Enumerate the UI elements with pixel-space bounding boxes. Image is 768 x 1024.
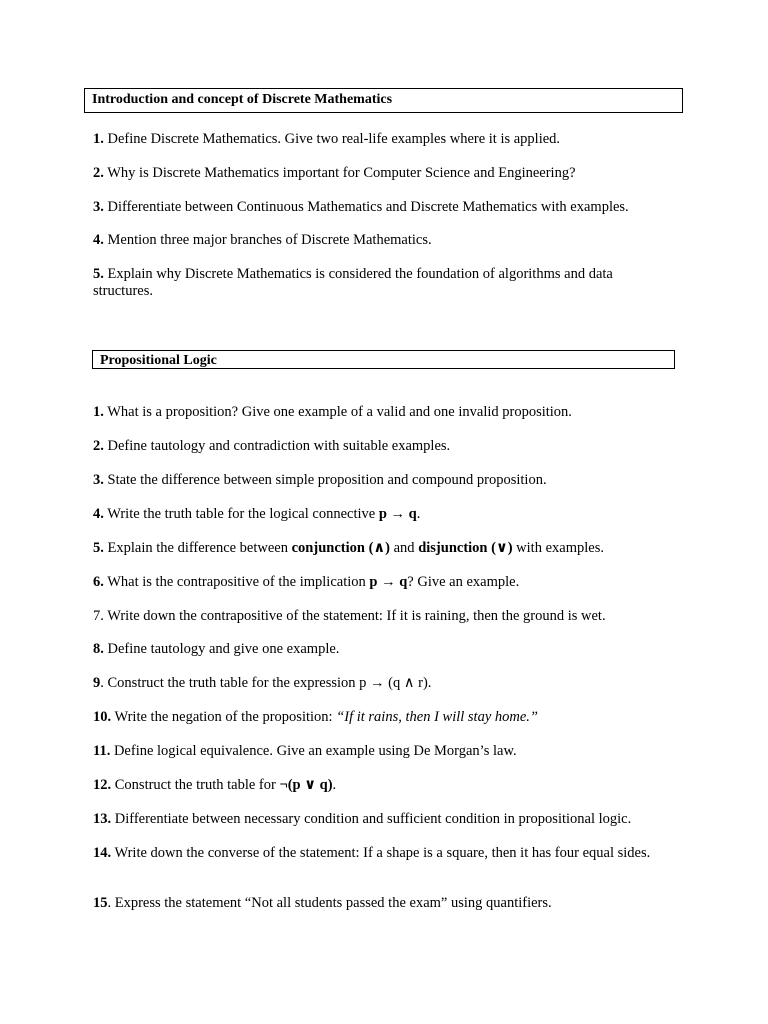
question-text: What is a proposition? Give one example of a valid and one invalid proposition. xyxy=(103,404,572,420)
question-item xyxy=(93,641,683,658)
term-disjunction: disjunction (∨) xyxy=(418,540,513,556)
quoted-proposition: “If it rains, then I will stay home.” xyxy=(336,709,538,725)
question-number: 2. xyxy=(93,165,104,181)
question-number: 7 xyxy=(93,608,101,624)
formula: p → q xyxy=(369,574,408,590)
question-number: 1. xyxy=(93,404,104,420)
question-item xyxy=(93,743,683,760)
section-heading-propositional-logic xyxy=(92,350,675,369)
question-item xyxy=(93,199,683,216)
question-text: Why is Discrete Mathematics important for Computer Science and Engineering? xyxy=(103,165,576,181)
section-heading-intro xyxy=(84,88,683,113)
question-number: 6. xyxy=(93,574,104,590)
question-item xyxy=(93,845,663,862)
term-conjunction: conjunction (∧) xyxy=(291,540,390,556)
question-number: 3. xyxy=(93,472,104,488)
question-item xyxy=(93,895,683,912)
question-number: 15 xyxy=(93,895,108,911)
question-item xyxy=(93,777,683,794)
question-number: 4. xyxy=(93,506,104,522)
question-item xyxy=(93,675,683,692)
question-number: 4. xyxy=(93,232,104,248)
question-item xyxy=(93,131,683,148)
question-number: 11. xyxy=(93,743,111,759)
question-text: Explain the difference between xyxy=(103,540,292,556)
question-text: Construct the truth table for xyxy=(111,777,280,793)
question-text: Write the negation of the proposition: xyxy=(111,709,337,725)
question-text: Define Discrete Mathematics. Give two real-life examples where it is applied. xyxy=(103,131,561,147)
question-item xyxy=(93,608,683,625)
question-number: 8. xyxy=(93,641,104,657)
formula: ¬(p ∨ q) xyxy=(279,777,333,793)
formula: p → q xyxy=(378,506,417,522)
question-item xyxy=(93,232,683,249)
question-item xyxy=(93,266,663,300)
section-title: Propositional Logic xyxy=(100,353,217,368)
question-text: Explain why Discrete Mathematics is considered the foundation of algorithms and data structures. xyxy=(93,266,613,299)
question-item xyxy=(93,472,683,489)
question-item xyxy=(93,811,693,828)
question-text: . Express the statement “Not all students passed the exam” using quantifiers. xyxy=(107,895,552,911)
question-text: . Construct the truth table for the expression p → (q ∧ r). xyxy=(100,675,432,691)
question-text: What is the contrapositive of the implication xyxy=(103,574,370,590)
question-text-end: . xyxy=(416,506,421,522)
question-item xyxy=(93,574,683,591)
question-text-end: ? Give an example. xyxy=(407,574,520,590)
question-text: Define tautology and contradiction with suitable examples. xyxy=(103,438,451,454)
question-text: State the difference between simple proposition and compound proposition. xyxy=(103,472,547,488)
question-item xyxy=(93,540,683,557)
question-text: Define tautology and give one example. xyxy=(103,641,340,657)
question-number: 13. xyxy=(93,811,112,827)
question-item xyxy=(93,438,683,455)
question-text-end: with examples. xyxy=(512,540,604,556)
question-item xyxy=(93,709,683,726)
section-title: Introduction and concept of Discrete Mathematics xyxy=(92,92,393,107)
question-number: 2. xyxy=(93,438,104,454)
question-number: 5. xyxy=(93,266,104,282)
question-number: 14. xyxy=(93,845,112,861)
question-text: Differentiate between necessary condition and sufficient condition in propositional logic. xyxy=(111,811,632,827)
question-number: 3. xyxy=(93,199,104,215)
question-number: 9 xyxy=(93,675,101,691)
question-text: . Write down the contrapositive of the statement: If it is raining, then the ground is wet. xyxy=(100,608,606,624)
question-item xyxy=(93,506,683,523)
question-number: 1. xyxy=(93,131,104,147)
question-item xyxy=(93,165,683,182)
question-text: Differentiate between Continuous Mathematics and Discrete Mathematics with examples. xyxy=(103,199,629,215)
question-item xyxy=(93,404,683,421)
question-text-end: . xyxy=(332,777,337,793)
question-number: 10. xyxy=(93,709,112,725)
question-text-mid: and xyxy=(390,540,419,556)
question-number: 5. xyxy=(93,540,104,556)
question-number: 12. xyxy=(93,777,112,793)
question-text: Write down the converse of the statement: If a shape is a square, then it has four equal sides. xyxy=(111,845,651,861)
question-text: Define logical equivalence. Give an example using De Morgan’s law. xyxy=(110,743,517,759)
question-text: Write the truth table for the logical connective xyxy=(103,506,379,522)
question-text: Mention three major branches of Discrete Mathematics. xyxy=(103,232,432,248)
